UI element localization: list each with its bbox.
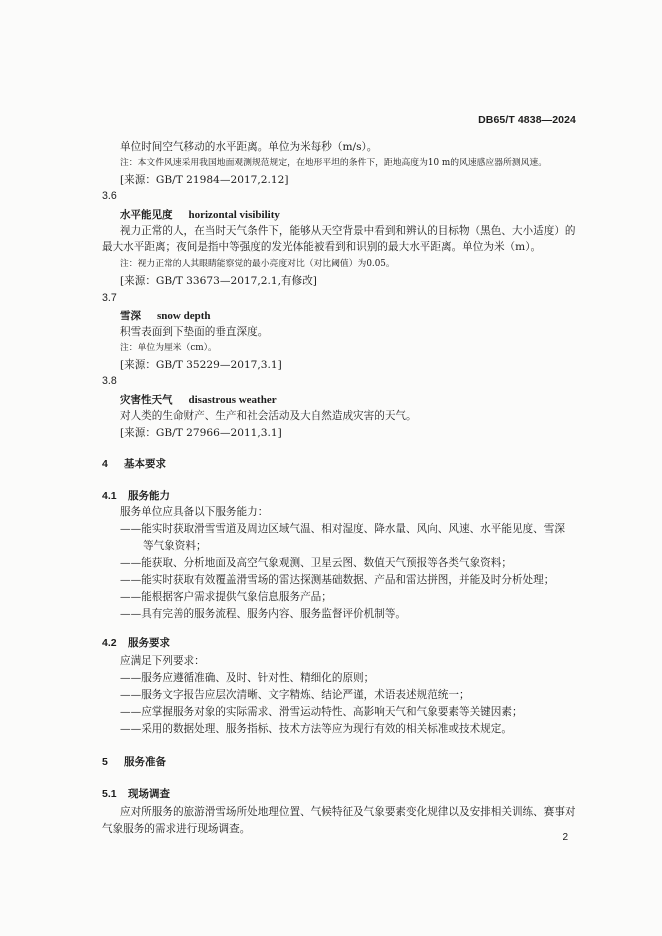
subsection-number: 5.1 bbox=[102, 788, 117, 800]
disastrous-weather-definition: 对人类的生命财产、生产和社会活动及大自然造成灾害的天气。 bbox=[120, 410, 417, 422]
section-number: 4 bbox=[102, 458, 108, 470]
list-item: ——能实时获取有效覆盖滑雪场的雷达探测基础数据、产品和雷达拼图，并能及时分析处理； bbox=[120, 574, 555, 586]
section-number: 5 bbox=[102, 756, 108, 768]
section-4-2-heading bbox=[102, 635, 170, 650]
list-item: ——采用的数据处理、服务指标、技术方法等应为现行有效的相关标准或技术规定。 bbox=[120, 723, 512, 735]
list-item-continuation: 等气象资料； bbox=[143, 540, 207, 552]
list-item: ——应掌握服务对象的实际需求、滑雪运动特性、高影响天气和气象要素等关键因素； bbox=[120, 706, 523, 718]
section-title: 服务准备 bbox=[124, 756, 166, 768]
section-4-heading bbox=[102, 456, 166, 471]
section-5-heading bbox=[102, 754, 166, 769]
section-5-1-heading bbox=[102, 786, 170, 801]
service-requirement-intro: 应满足下列要求： bbox=[120, 655, 205, 667]
snow-depth-note: 注：单位为厘米（cm）。 bbox=[120, 343, 217, 353]
term-title-en: horizontal visibility bbox=[188, 209, 280, 221]
term-number-3-7: 3.7 bbox=[102, 292, 117, 304]
visibility-source: [来源：GB/T 33673—2017,2.1,有修改] bbox=[120, 275, 317, 287]
term-title-3-8 bbox=[120, 392, 277, 407]
list-item: ——具有完善的服务流程、服务内容、服务监督评价机制等。 bbox=[120, 608, 407, 620]
visibility-note: 注：视力正常的人其眼睛能察觉的最小亮度对比（对比阈值）为0.05。 bbox=[120, 259, 395, 269]
service-capability-intro: 服务单位应具备以下服务能力： bbox=[120, 506, 269, 518]
term-title-cn: 雪深 bbox=[120, 310, 141, 322]
list-item: ——能获取、分析地面及高空气象观测、卫星云图、数值天气预报等各类气象资料； bbox=[120, 557, 512, 569]
term-number-3-8: 3.8 bbox=[102, 375, 117, 387]
visibility-definition-line2: 最大水平距离；夜间是指中等强度的发光体能被看到和识别的最大水平距离。单位为米（m）。 bbox=[102, 241, 542, 253]
term-number-3-6: 3.6 bbox=[102, 190, 117, 202]
term-title-en: snow depth bbox=[157, 310, 211, 322]
subsection-number: 4.2 bbox=[102, 637, 117, 649]
section-title: 基本要求 bbox=[124, 458, 166, 470]
snow-depth-definition: 积雪表面到下垫面的垂直深度。 bbox=[120, 326, 269, 338]
subsection-number: 4.1 bbox=[102, 490, 117, 502]
list-item: ——能实时获取滑雪雪道及周边区域气温、相对湿度、降水量、风向、风速、水平能见度、雪深 bbox=[120, 523, 565, 535]
subsection-title: 服务要求 bbox=[128, 637, 170, 649]
site-survey-line2: 气象服务的需求进行现场调查。 bbox=[102, 823, 251, 835]
wind-speed-definition: 单位时间空气移动的水平距离。单位为米每秒（m/s）。 bbox=[120, 141, 378, 153]
page-number: 2 bbox=[562, 832, 568, 843]
wind-speed-source: [来源：GB/T 21984—2017,2.12] bbox=[120, 174, 289, 186]
section-4-1-heading bbox=[102, 488, 170, 503]
site-survey-line1: 应对所服务的旅游滑雪场所处地理位置、气候特征及气象要素变化规律以及安排相关训练、赛事对 bbox=[120, 806, 576, 818]
visibility-definition-line1: 视力正常的人，在当时天气条件下，能够从天空背景中看到和辨认的目标物（黑色、大小适度）的 bbox=[120, 225, 576, 237]
subsection-title: 服务能力 bbox=[128, 490, 170, 502]
snow-depth-source: [来源：GB/T 35229—2017,3.1] bbox=[120, 359, 282, 371]
standard-number: DB65/T 4838—2024 bbox=[478, 114, 576, 126]
term-title-3-7 bbox=[120, 308, 211, 323]
list-item: ——服务应遵循准确、及时、针对性、精细化的原则； bbox=[120, 672, 375, 684]
wind-speed-note: 注：本文件风速采用我国地面观测规范规定，在地形平坦的条件下，距地高度为10 m的风速感应器所测风速。 bbox=[120, 158, 547, 168]
term-title-en: disastrous weather bbox=[188, 394, 277, 406]
term-title-3-6 bbox=[120, 207, 280, 222]
term-title-cn: 水平能见度 bbox=[120, 209, 173, 221]
list-item: ——服务文字报告应层次清晰、文字精炼、结论严谨，术语表述规范统一； bbox=[120, 689, 470, 701]
term-title-cn: 灾害性天气 bbox=[120, 394, 173, 406]
disastrous-weather-source: [来源：GB/T 27966—2011,3.1] bbox=[120, 427, 282, 439]
list-item: ——能根据客户需求提供气象信息服务产品； bbox=[120, 591, 332, 603]
subsection-title: 现场调查 bbox=[128, 788, 170, 800]
